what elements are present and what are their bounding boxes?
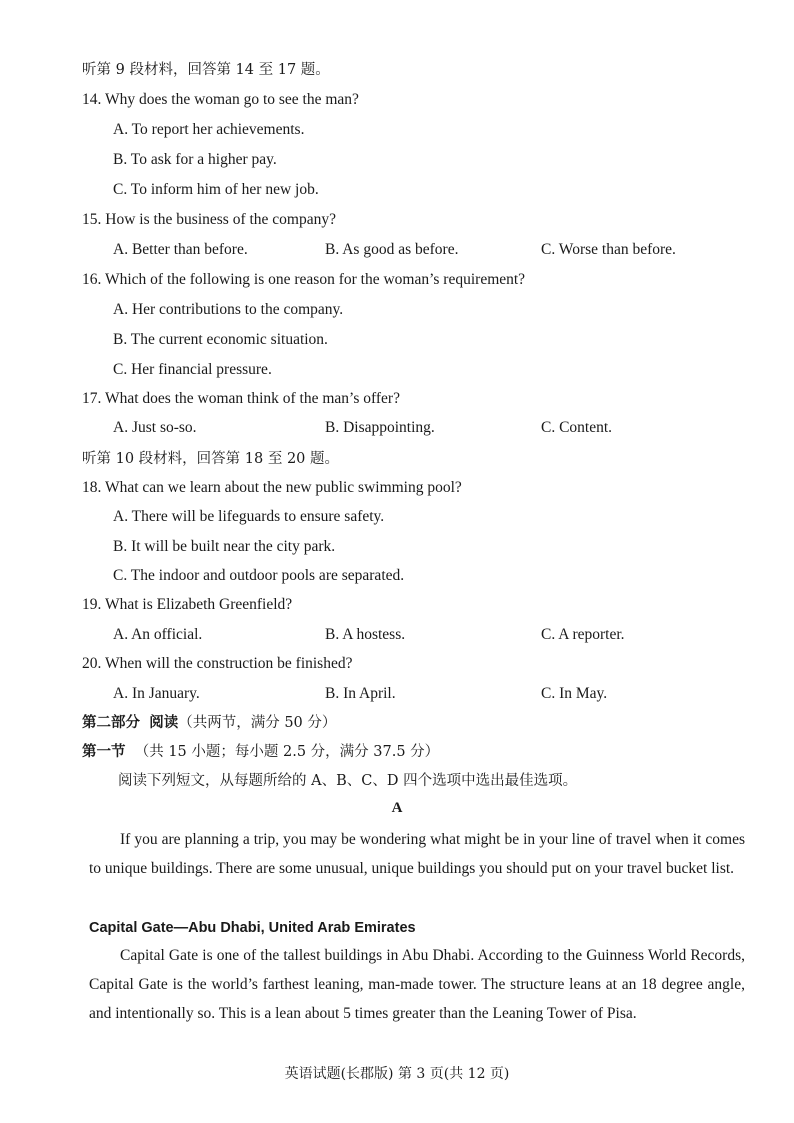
option-14b: B. To ask for a higher pay.: [113, 151, 277, 168]
option-17a: A. Just so-so.: [113, 419, 197, 436]
option-18b: B. It will be built near the city park.: [113, 538, 336, 555]
option-20c: C. In May.: [541, 685, 608, 702]
part-two-title: 阅读: [149, 714, 179, 731]
question-17: 17. What does the woman think of the man’s offer?: [82, 390, 400, 407]
passage-letter: A: [391, 800, 403, 816]
page-footer: 英语试题(长郡版) 第 3 页(共 12 页): [284, 1066, 510, 1082]
section-intro-10: 听第 10 段材料，回答第 18 至 20 题。: [82, 451, 340, 467]
option-19c: C. A reporter.: [541, 626, 625, 643]
part-two-heading: [82, 713, 336, 733]
option-20b: B. In April.: [325, 685, 396, 702]
option-15a: A. Better than before.: [113, 241, 248, 258]
option-14a: A. To report her achievements.: [113, 121, 305, 138]
option-14c: C. To inform him of her new job.: [113, 181, 319, 198]
section-one-label: 第一节: [82, 743, 126, 760]
passage-subheading: Capital Gate—Abu Dhabi, United Arab Emirates: [89, 920, 416, 936]
question-18: 18. What can we learn about the new public swimming pool?: [82, 479, 462, 496]
option-16b: B. The current economic situation.: [113, 331, 328, 348]
option-18c: C. The indoor and outdoor pools are separated.: [113, 567, 405, 584]
option-15c: C. Worse than before.: [541, 241, 676, 258]
question-14: 14. Why does the woman go to see the man?: [82, 91, 359, 108]
passage-intro-paragraph: If you are planning a trip, you may be wondering what might be in your line of travel when it comes to unique buildings. There are some unusual, unique buildings you should put on your travel bucket list.: [89, 831, 745, 877]
option-20a: A. In January.: [113, 685, 200, 702]
option-17b: B. Disappointing.: [325, 419, 435, 436]
part-two-detail: （共两节，满分 50 分）: [178, 715, 337, 731]
section-one-detail: （共 15 小题；每小题 2.5 分，满分 37.5 分）: [134, 744, 440, 760]
option-19a: A. An official.: [113, 626, 203, 643]
question-20: 20. When will the construction be finished?: [82, 655, 353, 672]
part-two-label: 第二部分: [82, 714, 140, 731]
option-16a: A. Her contributions to the company.: [113, 301, 344, 318]
option-17c: C. Content.: [541, 419, 613, 436]
option-15b: B. As good as before.: [325, 241, 459, 258]
option-16c: C. Her financial pressure.: [113, 361, 272, 378]
passage-body-paragraph: Capital Gate is one of the tallest buildings in Abu Dhabi. According to the Guinness World Records, Capital Gate is the world’s farthest leaning, man-made tower. The structure leans at an 18 degree angle, and intentionally so. This is a lean about 5 times greater than the Leaning Tower of Pisa.: [89, 947, 745, 1022]
option-18a: A. There will be lifeguards to ensure safety.: [113, 508, 385, 525]
question-16: 16. Which of the following is one reason for the woman’s requirement?: [82, 271, 526, 288]
question-15: 15. How is the business of the company?: [82, 211, 336, 228]
reading-instruction: 阅读下列短文，从每题所给的 A、B、C、D 四个选项中选出最佳选项。: [118, 773, 578, 789]
question-19: 19. What is Elizabeth Greenfield?: [82, 596, 293, 613]
section-intro-9: 听第 9 段材料，回答第 14 至 17 题。: [82, 62, 330, 78]
section-one-heading: [82, 742, 439, 762]
option-19b: B. A hostess.: [325, 626, 406, 643]
